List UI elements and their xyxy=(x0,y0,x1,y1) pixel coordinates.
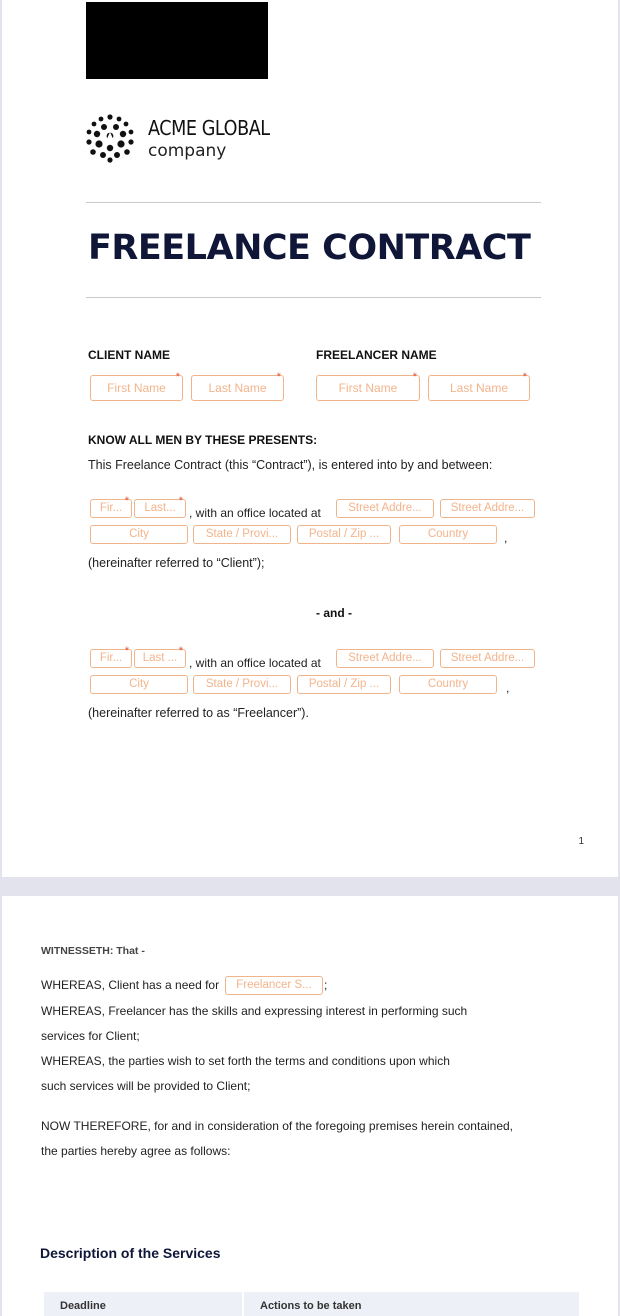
whereas-need-text: WHEREAS, Client has a need for xyxy=(41,978,220,992)
client-reference-text: (hereinafter referred to “Client”); xyxy=(88,556,265,570)
document-title: FREELANCE CONTRACT xyxy=(88,228,531,268)
placeholder: Fir... xyxy=(99,652,123,664)
required-mark: * xyxy=(178,645,183,657)
client-state-field[interactable] xyxy=(193,525,291,544)
know-all-heading: KNOW ALL MEN BY THESE PRESENTS: xyxy=(88,433,318,447)
required-mark: * xyxy=(124,645,129,657)
required-mark: * xyxy=(178,495,183,507)
address-comma: , xyxy=(506,681,510,695)
freelancer-street1-field[interactable] xyxy=(336,649,434,668)
required-mark: * xyxy=(522,371,527,383)
placeholder: Last ... xyxy=(142,652,178,664)
placeholder: Last Name xyxy=(449,381,509,395)
placeholder: Fir... xyxy=(99,502,123,514)
column-actions: Actions to be taken xyxy=(260,1300,362,1312)
freelancer-first-short-field[interactable] xyxy=(90,645,132,668)
freelancer-reference-text: (hereinafter referred to as “Freelancer”). xyxy=(88,706,309,720)
divider-bottom xyxy=(86,297,541,298)
placeholder: Street Addre... xyxy=(450,652,525,664)
redacted-block xyxy=(86,2,268,79)
placeholder: City xyxy=(129,678,149,690)
office-text: , with an office located at xyxy=(189,506,321,520)
client-postal-field[interactable] xyxy=(297,525,391,544)
placeholder: Country xyxy=(427,528,469,540)
required-mark: * xyxy=(124,495,129,507)
placeholder: First Name xyxy=(338,381,398,395)
placeholder: State / Provi... xyxy=(205,678,279,690)
freelancer-services-field[interactable] xyxy=(225,976,323,995)
page-number: 1 xyxy=(578,836,584,847)
placeholder: Country xyxy=(427,678,469,690)
client-last-short-field[interactable] xyxy=(134,495,186,518)
freelancer-postal-field[interactable] xyxy=(297,675,391,694)
client-city-field[interactable] xyxy=(90,525,188,544)
document-page-1 xyxy=(2,0,618,877)
company-name: ACME GLOBAL xyxy=(148,116,270,140)
column-deadline: Deadline xyxy=(60,1300,106,1312)
client-name-label: CLIENT NAME xyxy=(88,348,170,362)
freelancer-country-field[interactable] xyxy=(399,675,497,694)
placeholder: City xyxy=(129,528,149,540)
placeholder: First Name xyxy=(107,381,166,395)
placeholder: Freelancer S... xyxy=(236,979,312,991)
placeholder: Postal / Zip ... xyxy=(308,528,380,540)
freelancer-first-name-field[interactable] xyxy=(316,371,420,401)
placeholder: Street Addre... xyxy=(348,652,422,664)
client-street1-field[interactable] xyxy=(336,499,434,518)
required-mark: * xyxy=(175,371,180,383)
client-first-short-field[interactable] xyxy=(90,495,132,518)
freelancer-last-short-field[interactable] xyxy=(134,645,186,668)
whereas-terms-line1: WHEREAS, the parties wish to set forth the terms and conditions upon which xyxy=(41,1054,450,1068)
services-table-header xyxy=(44,1292,579,1316)
dotted-globe-logo-icon xyxy=(84,112,136,164)
intro-text: This Freelance Contract (this “Contract”), is entered into by and between: xyxy=(88,458,493,472)
placeholder: Last Name xyxy=(208,381,267,395)
freelancer-state-field[interactable] xyxy=(193,675,291,694)
client-first-name-field[interactable] xyxy=(90,371,183,401)
client-street2-field[interactable] xyxy=(440,499,535,518)
office-text: , with an office located at xyxy=(189,656,321,670)
placeholder: Last... xyxy=(144,502,176,514)
whereas-skills-line2: services for Client; xyxy=(41,1029,140,1043)
semicolon: ; xyxy=(324,978,328,992)
client-last-name-field[interactable] xyxy=(191,371,284,401)
placeholder: Street Addre... xyxy=(450,502,525,514)
and-separator: - and - xyxy=(316,606,352,620)
divider-top xyxy=(86,202,541,203)
freelancer-street2-field[interactable] xyxy=(440,649,535,668)
freelancer-last-name-field[interactable] xyxy=(428,371,530,401)
company-logo xyxy=(84,112,274,168)
whereas-terms-line2: such services will be provided to Client; xyxy=(41,1079,251,1093)
now-therefore-line2: the parties hereby agree as follows: xyxy=(41,1144,231,1158)
column-divider xyxy=(242,1292,244,1316)
placeholder: State / Provi... xyxy=(205,528,279,540)
now-therefore-line1: NOW THEREFORE, for and in consideration of the foregoing premises herein contained, xyxy=(41,1119,514,1133)
address-comma: , xyxy=(504,531,508,545)
witnesseth-heading: WITNESSETH: That - xyxy=(41,945,145,957)
freelancer-name-label: FREELANCER NAME xyxy=(316,348,437,362)
client-country-field[interactable] xyxy=(399,525,497,544)
whereas-skills-line1: WHEREAS, Freelancer has the skills and expressing interest in performing such xyxy=(41,1004,468,1018)
placeholder: Street Addre... xyxy=(348,502,422,514)
required-mark: * xyxy=(276,371,281,383)
company-subtitle: company xyxy=(148,141,227,161)
placeholder: Postal / Zip ... xyxy=(308,678,380,690)
services-heading: Description of the Services xyxy=(40,1245,221,1261)
required-mark: * xyxy=(412,371,417,383)
freelancer-city-field[interactable] xyxy=(90,675,188,694)
